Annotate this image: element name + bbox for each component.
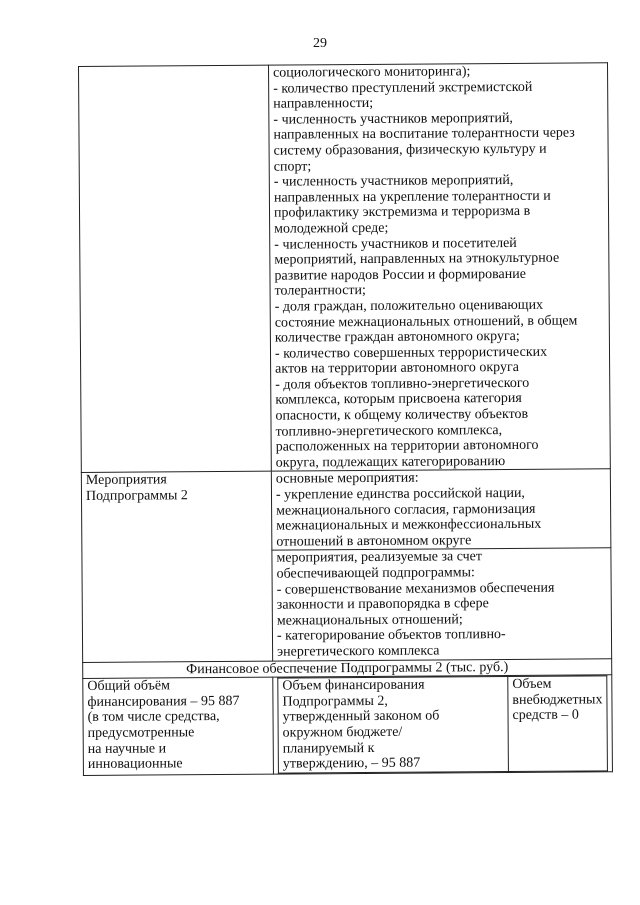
support-activity-line: мероприятия, реализуемые за счет [276, 549, 483, 567]
indicator-line: направленности; [273, 96, 374, 112]
support-activities-cell [272, 548, 612, 661]
support-activity-line: законности и правопорядка в сфере [276, 596, 489, 613]
finance-total-cell [83, 677, 274, 775]
finance-total-line: на научные и [87, 740, 167, 757]
finance-budget-line: Объем финансирования [282, 677, 425, 694]
indicator-line: - численность участников мероприятий, [273, 173, 514, 190]
finance-total-line: (в том числе средства, [87, 709, 220, 726]
finance-split-cell [273, 675, 613, 774]
finance-budget-line: окружном бюджете/ [282, 724, 403, 741]
finance-budget-line: Подпрограммы 2, [282, 693, 388, 710]
indicator-line: - количество преступлений экстремистской [273, 79, 533, 97]
indicator-line: - количество совершенных террористических [274, 344, 548, 362]
support-activity-line: - категорирование объектов топливно- [276, 627, 506, 644]
indicator-line: расположенных на территории автономного [275, 438, 539, 455]
finance-title: Финансовое обеспечение Подпрограммы 2 (тыс. руб.) [83, 658, 612, 678]
indicator-line: состояние межнациональных отношений, в общем [274, 313, 578, 331]
finance-budget-line: утвержденный законом об [282, 708, 440, 725]
indicator-line: молодежной среде; [274, 220, 389, 237]
support-activity-line: - совершенствование механизмов обеспечения [276, 580, 555, 598]
finance-total-line: Общий объём [87, 678, 170, 695]
main-activity-line: основные мероприятия: [275, 471, 419, 488]
activities-label-line: Мероприятия [85, 472, 167, 489]
indicator-line: социологического мониторинга); [273, 64, 471, 81]
support-activity-line: энергетического комплекса [277, 643, 440, 660]
support-activity-line: обеспечивающей подпрограммы: [276, 565, 475, 582]
finance-row [83, 675, 613, 775]
indicator-line: развитие народов России и формирование [274, 266, 526, 284]
indicator-line: направленных на воспитание толерантности через [273, 125, 575, 144]
indicator-line: комплекса, которым присвоена категория [275, 391, 522, 409]
indicator-line: толерантности; [274, 283, 366, 299]
finance-extra-line: внебюджетных [512, 692, 603, 708]
finance-budget-line: планируемый к [282, 740, 375, 757]
indicator-line: мероприятий, направленных на этнокультурное [274, 250, 560, 268]
finance-total-line: инновационные [87, 756, 183, 773]
indicator-line: топливно-энергетического комплекса, [275, 422, 503, 440]
indicator-line: - доля граждан, положительно оценивающих [274, 297, 544, 315]
indicators-cell [268, 63, 610, 472]
indicator-line: опасности, к общему количеству объектов [275, 406, 529, 424]
indicator-line: спорт; [273, 158, 312, 175]
indicator-line: профилактику экстремизма и терроризма в [273, 204, 531, 221]
finance-split-table [277, 675, 608, 773]
indicator-line: актов на территории автономного округа [275, 360, 519, 377]
activities-label-line: Подпрограммы 2 [85, 488, 188, 504]
finance-budget-cell [278, 677, 509, 773]
indicator-line: округа, подлежащих категорированию [275, 453, 506, 471]
main-activity-line: межнациональных и межконфессиональных [276, 516, 542, 534]
passport-table [78, 62, 613, 775]
main-activity-line: - укрепление единства российской нации, [275, 485, 525, 503]
indicator-line: направленных на укрепление толерантности и [273, 188, 551, 206]
activities-label-cell [81, 472, 272, 662]
indicator-line: - доля объектов топливно-энергетического [275, 375, 530, 393]
finance-extra-line: средств – 0 [512, 707, 579, 724]
finance-total-line: предусмотренные [87, 725, 195, 741]
finance-total-line: финансирования – 95 887 [87, 693, 240, 710]
indicators-label-cell [79, 65, 272, 473]
activities-row-main [81, 469, 611, 552]
main-activity-line: отношений в автономном округе [276, 533, 472, 550]
finance-extra-line: Объем [512, 676, 552, 693]
indicator-line: систему образования, физическую культуру и [273, 141, 547, 159]
support-activity-line: межнациональных отношений; [276, 612, 463, 629]
indicator-line: количестве граждан автономного округа; [274, 329, 520, 346]
finance-budget-line: утверждению, – 95 887 [282, 755, 421, 772]
main-activity-line: межнационального согласия, гармонизация [276, 501, 536, 519]
main-activities-cell [271, 469, 611, 550]
indicator-line: - численность участников мероприятий, [273, 110, 513, 128]
page-number: 29 [313, 36, 327, 51]
finance-extra-cell [508, 676, 608, 771]
indicators-row [79, 63, 611, 473]
indicator-line: - численность участников и посетителей [274, 235, 517, 253]
